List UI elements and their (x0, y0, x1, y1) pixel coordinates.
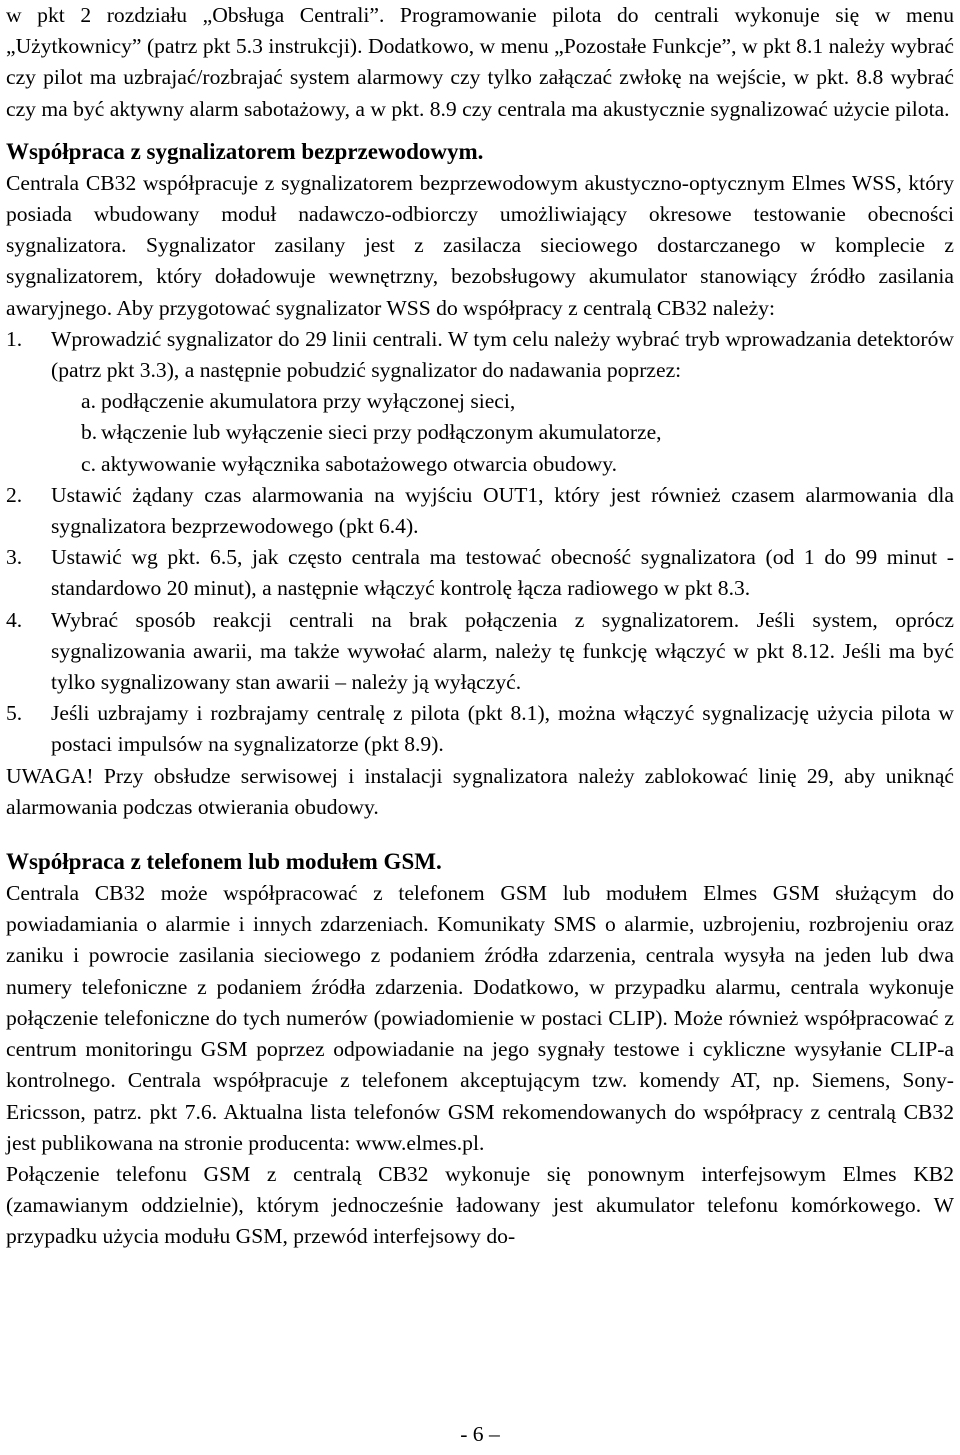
step-number: 2. (6, 482, 23, 507)
gsm-paragraph-2: Połączenie telefonu GSM z centralą CB32 wykonuje się ponownym interfejsowym Elmes KB2 (zamawianym oddzielnie), którym jednocześnie ładowany jest akumulator telefonu komórkowego. W przypadku użycia modułu GSM, przewód interfejsowy do- (6, 1161, 954, 1249)
section-heading-siren: Współpraca z sygnalizatorem bezprzewodowym. (6, 138, 484, 164)
warning-paragraph: UWAGA! Przy obsłudze serwisowej i instalacji sygnalizatora należy zablokować linię 29, aby uniknąć alarmowania podczas otwierania obudowy. (6, 763, 954, 819)
substep-text: aktywowanie wyłącznika sabotażowego otwarcia obudowy. (101, 451, 618, 476)
substep-letter: a. (81, 389, 96, 414)
section-heading-gsm: Współpraca z telefonem lub modułem GSM. (6, 849, 442, 875)
substep-item (6, 386, 954, 417)
step-number: 3. (6, 545, 23, 570)
page-number: - 6 – (460, 1422, 500, 1446)
step-item (6, 324, 954, 480)
gsm-paragraph-1: Centrala CB32 może współpracować z telefonem GSM lub modułem Elmes GSM służącym do powiadamiania o alarmie i innych zdarzeniach. Komunikaty SMS o alarmie, uzbrojeniu, rozbrojeniu oraz zaniku i powrocie zasilania sieciowego z podaniem źródła zdarzenia, centrala wysyła na jeden lub dwa numery telefoniczne z podaniem źródła zdarzenia. Dodatkowo, w przypadku alarmu, centrala wykonuje połączenie telefoniczne do tych numerów (powiadomienie w postaci CLIP). Może również współpracować z centrum monitoringu GSM poprzez odpowiadanie na jego sygnały testowe i cykliczne wysyłanie CLIP-a kontrolnego. Centrala współpracuje z telefonem akceptującym tzw. komendy AT, np. Siemens, Sony-Ericsson, patrz. pkt 7.6. Aktualna lista telefonów GSM rekomendowanych do współpracy z centralą CB32 jest publikowana na stronie producenta: www.elmes.pl. (6, 881, 954, 1155)
step-text: Wybrać sposób reakcji centrali na brak połączenia z sygnalizatorem. Jeśli system, oprócz sygnalizowania awarii, ma także wywołać alarm, należy tę funkcję włączyć w pkt 8.12. Jeśli ma być tylko sygnalizowany stan awarii – należy ją wyłączyć. (51, 607, 954, 695)
substep-item (6, 449, 954, 480)
siren-paragraph: Centrala CB32 współpracuje z sygnalizatorem bezprzewodowym akustyczno-optycznym Elmes WSS, który posiada wbudowany moduł nadawczo-odbiorczy umożliwiający okresowe testowanie obecności sygnalizatora. Sygnalizator zasilany jest z zasilacza sieciowego dostarczanego w komplecie z sygnalizatorem, który doładowuje wewnętrzny, bezobsługowy akumulator stanowiący źródło zasilania awaryjnego. Aby przygotować sygnalizator WSS do współpracy z centralą CB32 należy: (6, 170, 954, 320)
step-item (6, 698, 954, 760)
substep-letter: c. (81, 451, 96, 476)
step-text: Jeśli uzbrajamy i rozbrajamy centralę z pilota (pkt 8.1), można włączyć sygnalizację użycia pilota w postaci impulsów na sygnalizatorze (pkt 8.9). (51, 701, 954, 757)
step-number: 4. (6, 607, 23, 632)
step-text: Ustawić żądany czas alarmowania na wyjściu OUT1, który jest również czasem alarmowania dla sygnalizatora bezprzewodowego (pkt 6.4). (51, 482, 954, 539)
substep-item (6, 417, 954, 448)
substep-text: podłączenie akumulatora przy wyłączonej sieci, (101, 389, 516, 414)
step-number: 5. (6, 701, 23, 726)
step-item (6, 480, 954, 542)
step-item (6, 542, 954, 604)
step-text: Ustawić wg pkt. 6.5, jak często centrala ma testować obecność sygnalizatora (od 1 do 99 minut - standardowo 20 minut), a następnie włączyć kontrolę łącza radiowego w pkt 8.3. (51, 545, 954, 601)
step-number: 1. (6, 326, 23, 351)
substep-letter: b. (81, 420, 98, 445)
siren-steps-list (6, 324, 954, 761)
document-page (6, 0, 954, 1253)
substep-text: włączenie lub wyłączenie sieci przy podłączonym akumulatorze, (101, 420, 662, 445)
step-item (6, 605, 954, 699)
substeps-list (6, 386, 954, 480)
step-text: Wprowadzić sygnalizator do 29 linii centrali. W tym celu należy wybrać tryb wprowadzania detektorów (patrz pkt 3.3), a następnie pobudzić sygnalizator do nadawania poprzez: (51, 326, 954, 383)
intro-paragraph: w pkt 2 rozdziału „Obsługa Centrali”. Programowanie pilota do centrali wykonuje się w menu „Użytkownicy” (patrz pkt 5.3 instrukcji). Dodatkowo, w menu „Pozostałe Funkcje”, w pkt 8.1 należy wybrać czy pilot ma uzbrajać/rozbrajać system alarmowy czy tylko załączać zwłokę na wejście, w pkt. 8.8 wybrać czy ma być aktywny alarm sabotażowy, a w pkt. 8.9 czy centrala ma akustycznie sygnalizować użycie pilota. (6, 3, 954, 121)
